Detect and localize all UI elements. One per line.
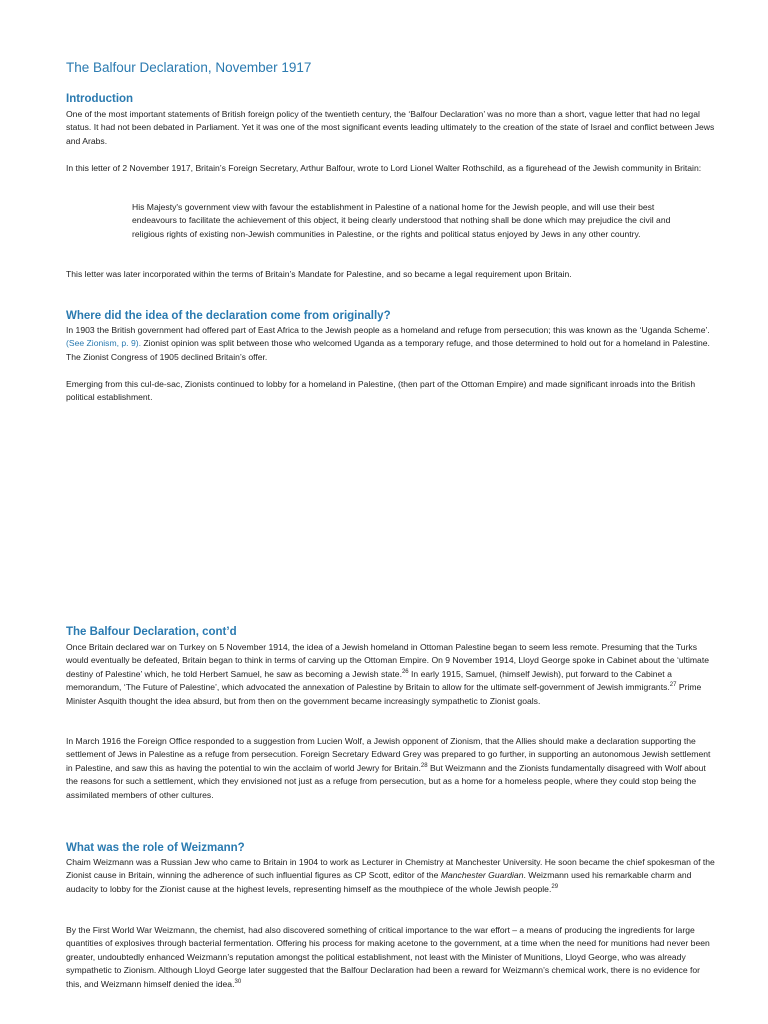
origin-paragraph-2: Emerging from this cul-de-sac, Zionists continued to lobby for a homeland in Palestine, (then part of the Ottoman Empire) and made significant inroads into the British political establishment. <box>66 379 696 403</box>
origin-text-b: Zionist opinion was split between those who welcomed Uganda as a temporary refuge, and those determined to hold out for a homeland in Palestine. The Zionist Congress of 1905 declined Britain’s offer. <box>66 338 710 362</box>
weizmann-text-a: Chaim Weizmann was a Russian Jew who came to Britain in 1904 to work as Lecturer in Chemistry at Manchester University. He soon became the chief spokesman of the Zionist cause in Britain, winning the adherence of such influential figures as CP Scott, editor of the <box>66 857 715 881</box>
declaration-quote: His Majesty's government view with favour the establishment in Palestine of a national home for the Jewish people, and will use their best endeavours to facilitate the achievement of this object, it being clearly understood that nothing shall be done which may prejudice the civil and religious rights of existing non-Jewish communities in Palestine, or the rights and political status enjoyed by Jews in any other country. <box>132 202 671 239</box>
origin-paragraph-1 <box>66 324 716 364</box>
heading-contd: The Balfour Declaration, cont’d <box>66 626 237 638</box>
zionism-reference-link[interactable]: (See Zionism, p. 9). <box>66 338 141 349</box>
document-title: The Balfour Declaration, November 1917 <box>66 60 312 75</box>
contd-text-d: In March 1916 the Foreign Office responded to a suggestion from Lucien Wolf, a Jewish opponent of Zionism, that the Allies should make a declaration supporting the settlement of Jews in Palestine as a refuge from persecution. Foreign Secretary Edward Grey was prepared to go further, in supporting an autonomous Jewish settlement in Palestine, and saw this as having the potential to win the acclaim of world Jewry for Britain. <box>66 736 711 773</box>
heading-origin: Where did the idea of the declaration come from originally? <box>66 310 391 322</box>
heading-weizmann: What was the role of Weizmann? <box>66 842 245 854</box>
contd-paragraph-2 <box>66 735 716 802</box>
weizmann-text-b: . Weizmann used his remarkable charm and audacity to lobby for the Zionist cause at the highest levels, representing himself as the mouthpiece of the whole Jewish people. <box>66 870 692 894</box>
weizmann-paragraph-1 <box>66 856 716 896</box>
contd-text-b: In early 1915, Samuel, (himself Jewish), put forward to the Cabinet a memorandum, ‘The Future of Palestine’, which advocated the annexation of Palestine by Britain to allow for the ultimate self-government of Jewish immigrants. <box>66 668 672 693</box>
intro-paragraph-1: One of the most important statements of British foreign policy of the twentieth century, the ‘Balfour Declaration’ was no more than a short, vague letter that had no legal status. It had not been debated in Parliament. Yet it was one of the most significant events leading ultimately to the creation of the state of Israel and conflict between Jews and Arabs. <box>66 109 715 146</box>
contd-paragraph-1 <box>66 641 716 708</box>
intro-paragraph-3: This letter was later incorporated within the terms of Britain’s Mandate for Palestine, and so became a legal requirement upon Britain. <box>66 269 572 279</box>
weizmann-text-c: By the First World War Weizmann, the chemist, had also discovered something of critical importance to the war effort – a means of producing the ingredients for large quantities of explosives through bacterial fermentation. Offering his process for making acetone to the government, at a time when the need for munitions had never been greater, undoubtedly enhanced Weizmann’s reputation amongst the political establishment, not least with the Minister of Munitions, Lloyd George, who was already sympathetic to Zionism. Although Lloyd George later suggested that the Balfour Declaration had been a reward for Weizmann’s chemical work, there is no evidence for this, and Weizmann himself denied the idea. <box>66 925 710 989</box>
contd-text-c: Prime Minister Asquith thought the idea absurd, but from then on the government became increasingly sympathetic to Zionist goals. <box>66 682 702 706</box>
heading-introduction: Introduction <box>66 93 134 105</box>
footnote-30: 30 <box>234 978 242 985</box>
footnote-27: 27 <box>669 682 677 689</box>
contd-text-a: Once Britain declared war on Turkey on 5 November 1914, the idea of a Jewish homeland in Ottoman Palestine began to seem less remote. Presuming that the Turks would eventually be defeated, Britain began to think in terms of carving up the Ottoman Empire. On 9 November 1914, Lloyd George spoke in Cabinet about the ‘ultimate destiny of Palestine’ which, he told Herbert Samuel, he saw as becoming a Jewish state. <box>66 642 709 679</box>
footnote-29: 29 <box>551 883 559 890</box>
manchester-guardian-title: Manchester Guardian <box>440 870 524 881</box>
weizmann-paragraph-2 <box>66 924 716 991</box>
footnote-26: 26 <box>401 668 409 675</box>
intro-paragraph-2: In this letter of 2 November 1917, Britain’s Foreign Secretary, Arthur Balfour, wrote to Lord Lionel Walter Rothschild, as a figurehead of the Jewish community in Britain: <box>66 163 702 173</box>
footnote-28: 28 <box>420 762 428 769</box>
origin-text-a: In 1903 the British government had offered part of East Africa to the Jewish people as a homeland and refuge from persecution; this was known as the ‘Uganda Scheme’. <box>66 325 710 335</box>
contd-text-e: But Weizmann and the Zionists fundamentally disagreed with Wolf about the reasons for such a settlement, which they envisioned not just as a refuge from persecution, but as a home for a homeless people, where they could stop being the assimilated members of other cultures. <box>66 762 706 800</box>
